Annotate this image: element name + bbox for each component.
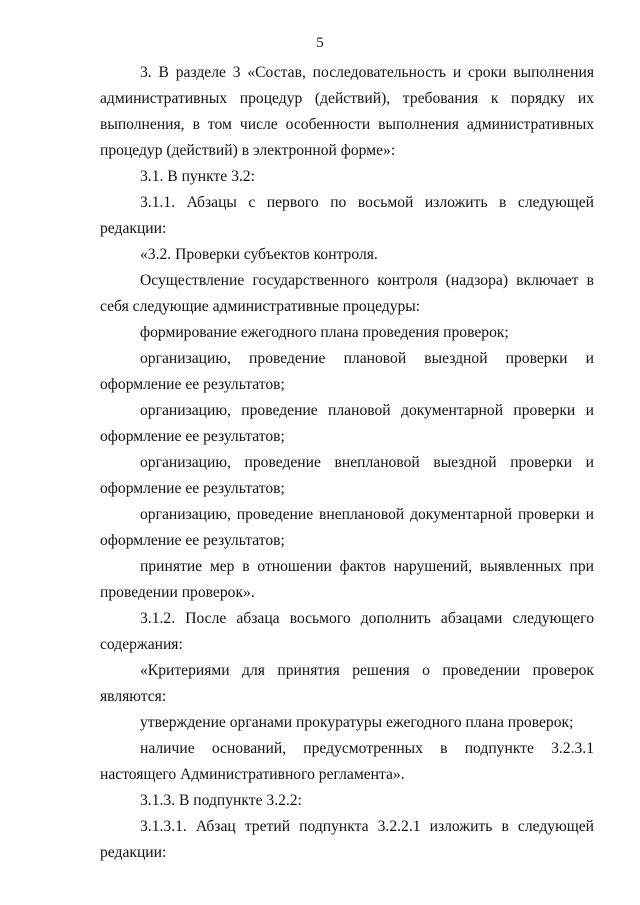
- paragraph-item-3-2: «3.2. Проверки субъектов контроля.: [140, 246, 378, 263]
- paragraph-list-item: организацию, проведение внеплановой документарной проверки и оформление ее результатов;: [100, 506, 594, 549]
- paragraph-item-3-1-3-1: 3.1.3.1. Абзац третий подпункта 3.2.2.1 изложить в следующей редакции:: [100, 818, 594, 861]
- paragraph-section-3: 3. В разделе 3 «Состав, последовательность и сроки выполнения административных процедур (действий), требования к порядку их выполнения, в том числе особенности выполнения административных процедур (действий) в электронной форме»:: [100, 64, 594, 159]
- paragraph-list-item: организацию, проведение внеплановой выездной проверки и оформление ее результатов;: [100, 454, 594, 497]
- paragraph-list-item: принятие мер в отношении фактов нарушений, выявленных при проведении проверок».: [100, 558, 594, 601]
- paragraph-list-item: формирование ежегодного плана проведения проверок;: [140, 324, 509, 341]
- paragraph-list-item: организацию, проведение плановой документарной проверки и оформление ее результатов;: [100, 402, 594, 445]
- paragraph-item-3-1-1: 3.1.1. Абзацы с первого по восьмой изложить в следующей редакции:: [100, 194, 594, 237]
- paragraph-item-3-1-3: 3.1.3. В подпункте 3.2.2:: [140, 792, 302, 809]
- paragraph-criteria-item: утверждение органами прокуратуры ежегодного плана проверок;: [140, 714, 574, 731]
- paragraph-criteria-intro: «Критериями для принятия решения о проведении проверок являются:: [100, 662, 594, 705]
- document-body: [100, 60, 594, 866]
- paragraph-item-3-1: 3.1. В пункте 3.2:: [140, 168, 255, 185]
- page-number: 5: [316, 35, 324, 51]
- paragraph-procedures-intro: Осуществление государственного контроля (надзора) включает в себя следующие административные процедуры:: [100, 272, 594, 315]
- paragraph-item-3-1-2: 3.1.2. После абзаца восьмого дополнить абзацами следующего содержания:: [100, 610, 594, 653]
- paragraph-list-item: организацию, проведение плановой выездной проверки и оформление ее результатов;: [100, 350, 594, 393]
- paragraph-criteria-item: наличие оснований, предусмотренных в подпункте 3.2.3.1 настоящего Административного регламента».: [100, 740, 594, 783]
